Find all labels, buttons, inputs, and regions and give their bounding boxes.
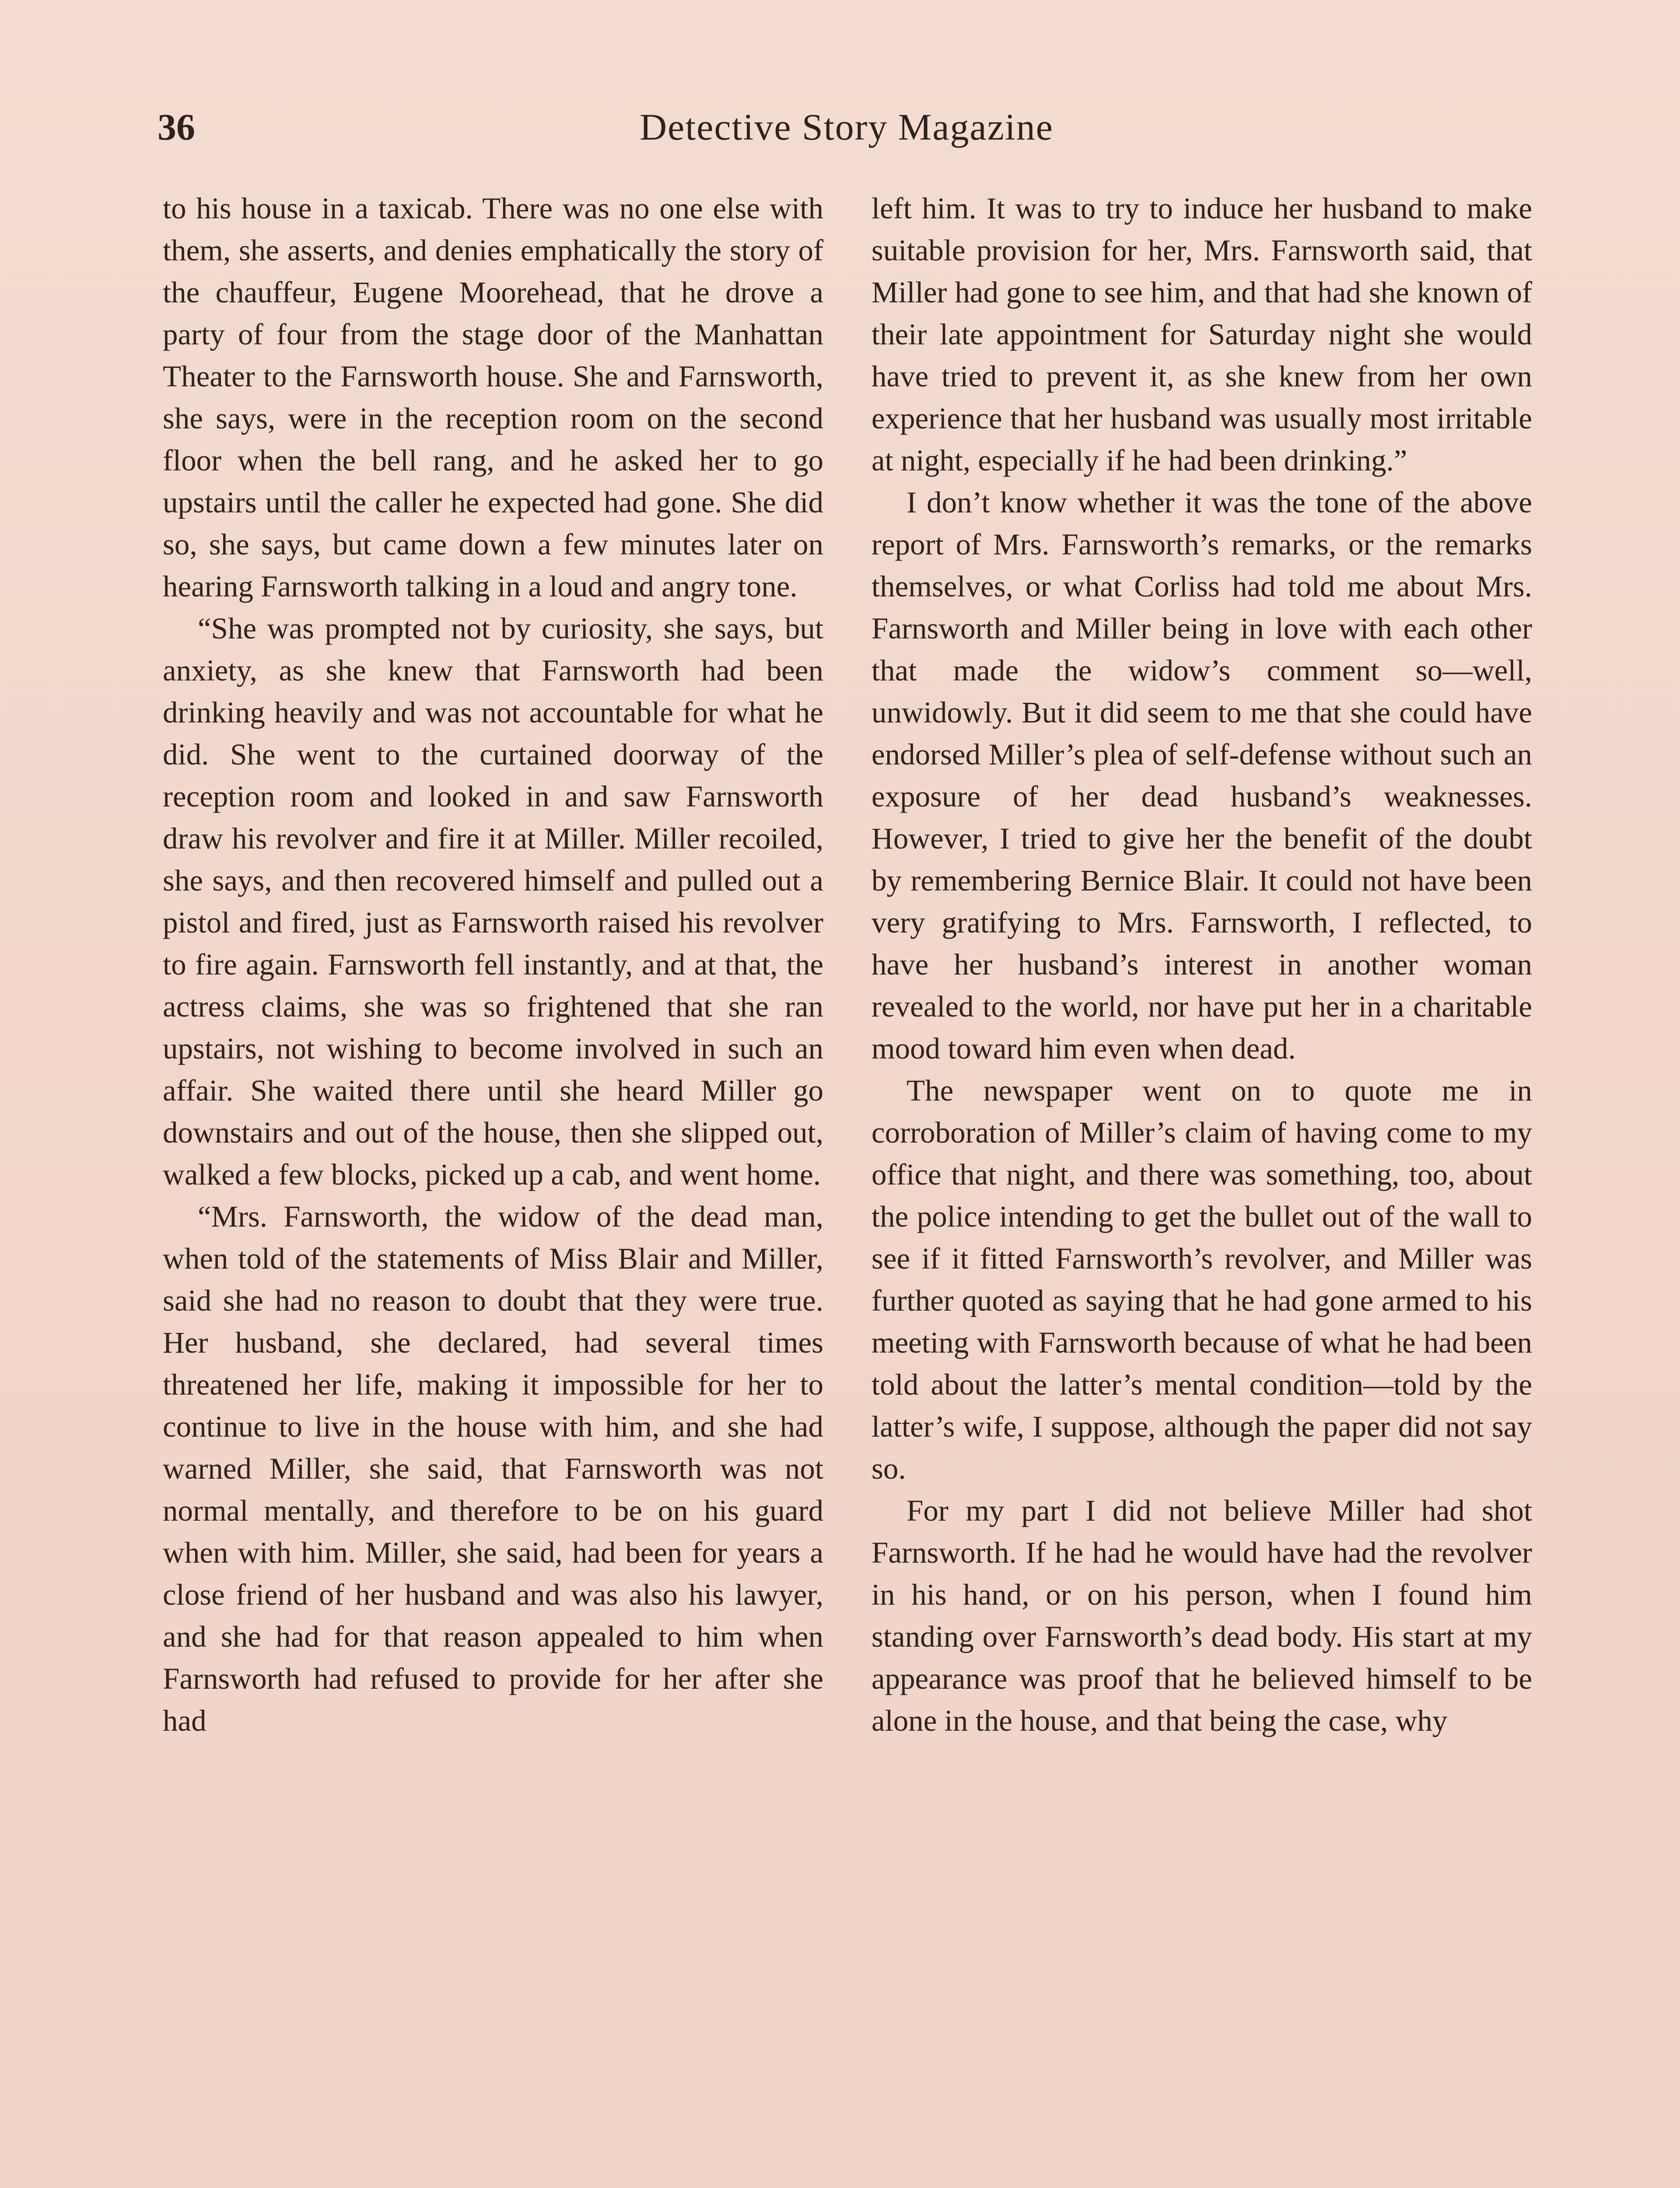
paragraph: “Mrs. Farnsworth, the widow of the dead man, when told of the statements of Miss Blair and Miller, said she had no reason to doubt that they were true. Her husband, she declared, had several times threatened her life, making it impossible for her to continue to live in the house with him, and she had warned Miller, she said, that Farnsworth was not normal mentally, and therefore to be on his guard when with him. Miller, she said, had been for years a close friend of her husband and was also his lawyer, and she had for that reason appealed to him when Farnsworth had refused to provide for her after she had — [163, 1200, 823, 1737]
paragraph: to his house in a taxicab. There was no one else with them, she asserts, and denies emphatically the story of the chauffeur, Eugene Moorehead, that he drove a party of four from the stage door of the Manhattan Theater to the Farnsworth house. She and Farnsworth, she says, were in the reception room on the second floor when the bell rang, and he asked her to go upstairs until the caller he expected had gone. She did so, she says, but came down a few minutes later on hearing Farnsworth talking in a loud and angry tone. — [163, 192, 823, 603]
page-number: 36 — [158, 106, 195, 148]
right-column — [872, 187, 1532, 1742]
paragraph: left him. It was to try to induce her husband to make suitable provision for her, Mrs. Farnsworth said, that Miller had gone to see him, and that had she known of their late appointment for Saturday night she would have tried to prevent it, as she knew from her own experience that her husband was usually most irritable at night, especially if he had been drinking.” — [872, 192, 1532, 477]
paragraph: For my part I did not believe Miller had shot Farnsworth. If he had he would have had the revolver in his hand, or on his person, when I found him standing over Farnsworth’s dead body. His start at my appearance was proof that he believed himself to be alone in the house, and that being the case, why — [872, 1494, 1532, 1737]
paragraph: The newspaper went on to quote me in corroboration of Miller’s claim of having come to my office that night, and there was something, too, about the police intending to get the bullet out of the wall to see if it fitted Farnsworth’s revolver, and Miller was further quoted as saying that he had gone armed to his meeting with Farnsworth because of what he had been told about the latter’s mental condition—told by the latter’s wife, I suppose, although the paper did not say so. — [872, 1074, 1532, 1485]
paragraph: I don’t know whether it was the tone of the above report of Mrs. Farnsworth’s remarks, or the remarks themselves, or what Corliss had told me about Mrs. Farnsworth and Miller being in love with each other that made the widow’s comment so—well, unwidowly. But it did seem to me that she could have endorsed Miller’s plea of self-defense without such an exposure of her dead husband’s weaknesses. However, I tried to give her the benefit of the doubt by remembering Bernice Blair. It could not have been very gratifying to Mrs. Farnsworth, I reflected, to have her husband’s interest in another woman revealed to the world, nor have put her in a charitable mood toward him even when dead. — [872, 486, 1532, 1065]
running-title: Detective Story Magazine — [640, 106, 1054, 148]
left-column — [163, 187, 823, 1742]
page-header — [158, 101, 1536, 153]
text-columns — [163, 187, 1532, 1742]
paragraph: “She was prompted not by curiosity, she says, but anxiety, as she knew that Farnsworth had been drinking heavily and was not accountable for what he did. She went to the curtained doorway of the reception room and looked in and saw Farnsworth draw his revolver and fire it at Miller. Miller recoiled, she says, and then recovered himself and pulled out a pistol and fired, just as Farnsworth raised his revolver to fire again. Farnsworth fell instantly, and at that, the actress claims, she was so frightened that she ran upstairs, not wishing to become involved in such an affair. She waited there until she heard Miller go downstairs and out of the house, then she slipped out, walked a few blocks, picked up a cab, and went home. — [163, 612, 823, 1191]
